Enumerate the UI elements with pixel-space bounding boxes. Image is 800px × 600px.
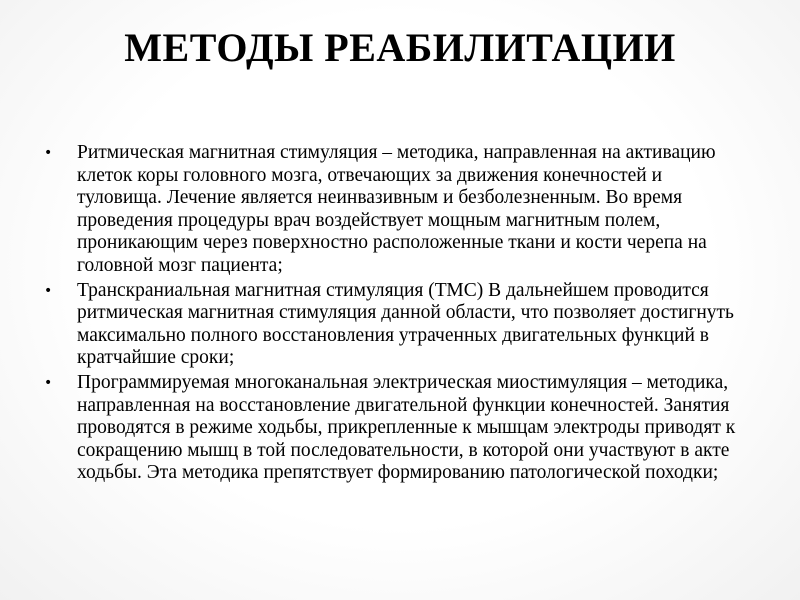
slide-title: МЕТОДЫ РЕАБИЛИТАЦИИ [124, 25, 676, 70]
bullet-icon: • [44, 282, 53, 299]
list-item [44, 280, 744, 370]
bullet-list [44, 142, 744, 487]
list-item-text: Программируемая многоканальная электрическая миостимуляция – методика, направленная на восстановление двигательной функции конечностей. Занятия проводятся в режиме ходьбы, прикрепленные к мышцам электроды приводят к сокращению мышц в той последовательности, в которой они участвуют в акте ходьбы. Эта методика препятствует формированию патологической походки; [77, 371, 736, 484]
bullet-icon: • [44, 374, 53, 391]
list-item [44, 142, 744, 278]
list-item-text: Ритмическая магнитная стимуляция – методика, направленная на активацию клеток коры головного мозга, отвечающих за движения конечностей и туловища. Лечение является неинвазивным и безболезненным. Во время проведения процедуры врач воздействует мощным магнитным полем, проникающим через поверхностно расположенные ткани и кости черепа на головной мозг пациента; [77, 142, 716, 276]
list-item [44, 372, 744, 485]
list-item-text: Транскраниальная магнитная стимуляция (ТМС) В дальнейшем проводится ритмическая магнитная стимуляция данной области, что позволяет достигнуть максимально полного восстановления утраченных двигательных функций в кратчайшие сроки; [77, 279, 734, 369]
bullet-icon: • [44, 145, 53, 161]
